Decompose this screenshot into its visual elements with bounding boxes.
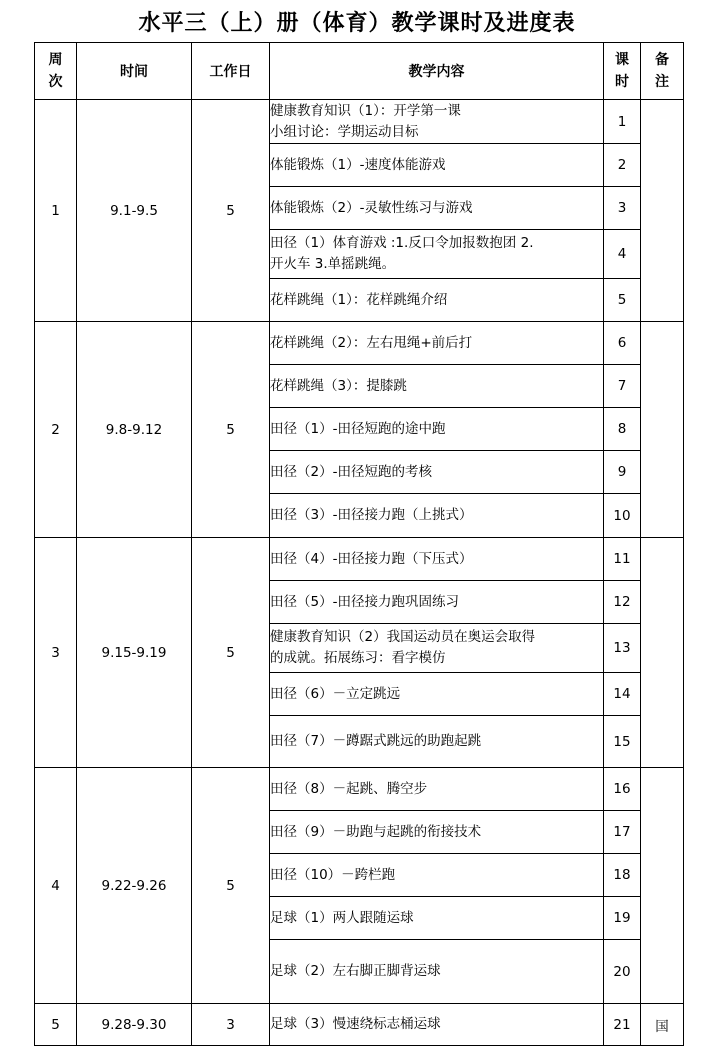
lesson-content-line-2: 的成就。拓展练习：看字模仿 xyxy=(270,650,446,666)
schedule-table xyxy=(34,42,684,1046)
lesson-content-cell xyxy=(270,811,604,854)
lesson-content-line: 健康教育知识（2）我国运动员在奥运会取得 xyxy=(270,629,536,645)
header-content: 教学内容 xyxy=(270,43,604,100)
lesson-content-line: 田径（9）－助跑与起跳的衔接技术 xyxy=(270,823,482,840)
lesson-content-line: 田径（4）-田径接力跑（下压式） xyxy=(270,550,473,567)
header-lesson-line2: 时 xyxy=(615,74,629,90)
lesson-content-line: 足球（2）左右脚正脚背运球 xyxy=(270,963,441,979)
week-number-cell: 5 xyxy=(35,1004,77,1046)
week-number-cell: 1 xyxy=(35,100,77,322)
lesson-number-cell: 12 xyxy=(604,581,641,624)
note-cell: 国 xyxy=(641,1004,684,1046)
lesson-content-cell xyxy=(270,940,604,1004)
lesson-number-cell: 16 xyxy=(604,768,641,811)
lesson-content-cell xyxy=(270,624,604,673)
lesson-number-cell: 15 xyxy=(604,716,641,768)
header-week-line2: 次 xyxy=(48,74,63,90)
header-lesson-line1: 课 xyxy=(615,52,629,68)
time-range-cell: 9.22-9.26 xyxy=(77,768,192,1004)
lesson-content-cell xyxy=(270,581,604,624)
lesson-content-cell xyxy=(270,230,604,279)
lesson-content-line: 足球（3）慢速绕标志桶运球 xyxy=(270,1016,441,1032)
lesson-content-line-2: 小组讨论：学期运动目标 xyxy=(270,123,419,140)
lesson-number-cell: 7 xyxy=(604,365,641,408)
lesson-content-line: 田径（5）-田径接力跑巩固练习 xyxy=(270,593,459,610)
lesson-content-line: 田径（3）-田径接力跑（上挑式） xyxy=(270,507,473,523)
lesson-number-cell: 9 xyxy=(604,451,641,494)
lesson-number-cell: 17 xyxy=(604,811,641,854)
lesson-content-cell xyxy=(270,716,604,768)
lesson-content-cell xyxy=(270,897,604,940)
lesson-number-cell: 8 xyxy=(604,408,641,451)
lesson-content-line: 花样跳绳（2）：左右甩绳+前后打 xyxy=(270,334,473,351)
lesson-number-cell: 18 xyxy=(604,854,641,897)
time-range-cell: 9.15-9.19 xyxy=(77,538,192,768)
lesson-content-cell xyxy=(270,854,604,897)
lesson-content-line: 田径（1）-田径短跑的途中跑 xyxy=(270,420,446,437)
lesson-content-cell xyxy=(270,408,604,451)
note-cell xyxy=(641,538,684,768)
lesson-number-cell: 14 xyxy=(604,673,641,716)
lesson-number-cell: 6 xyxy=(604,322,641,365)
lesson-number-cell: 11 xyxy=(604,538,641,581)
lesson-content-line: 田径（1）体育游戏 :1.反口令加报数抱团 2. xyxy=(270,235,534,251)
lesson-content-cell xyxy=(270,451,604,494)
lesson-content-line: 田径（7）－蹲踞式跳远的助跑起跳 xyxy=(270,733,482,749)
workdays-cell: 5 xyxy=(192,768,270,1004)
workdays-cell: 5 xyxy=(192,322,270,538)
lesson-content-line: 田径（6）－立定跳远 xyxy=(270,685,401,702)
week-number-cell: 4 xyxy=(35,768,77,1004)
header-week-line1: 周 xyxy=(48,52,63,68)
note-cell xyxy=(641,100,684,322)
lesson-number-cell: 21 xyxy=(604,1004,641,1046)
lesson-content-cell xyxy=(270,144,604,187)
lesson-number-cell: 5 xyxy=(604,279,641,322)
lesson-content-line: 健康教育知识（1）：开学第一课 xyxy=(270,102,461,119)
header-time: 时间 xyxy=(77,43,192,100)
note-cell xyxy=(641,322,684,538)
lesson-content-line: 田径（2）-田径短跑的考核 xyxy=(270,463,432,480)
lesson-content-line: 花样跳绳（3）：提膝跳 xyxy=(270,377,407,394)
week-number-cell: 2 xyxy=(35,322,77,538)
lesson-content-line: 体能锻炼（2）-灵敏性练习与游戏 xyxy=(270,199,473,216)
workdays-cell: 5 xyxy=(192,100,270,322)
time-range-cell: 9.1-9.5 xyxy=(77,100,192,322)
lesson-content-line: 田径（10）－跨栏跑 xyxy=(270,866,396,883)
lesson-content-line: 田径（8）－起跳、腾空步 xyxy=(270,780,428,797)
table-row xyxy=(35,100,684,144)
time-range-cell: 9.8-9.12 xyxy=(77,322,192,538)
lesson-content-line: 体能锻炼（1）-速度体能游戏 xyxy=(270,156,446,173)
lesson-content-cell xyxy=(270,187,604,230)
lesson-number-cell: 20 xyxy=(604,940,641,1004)
header-lesson xyxy=(604,43,641,100)
lesson-content-line: 足球（1）两人跟随运球 xyxy=(270,909,414,926)
page-title: 水平三（上）册（体育）教学课时及进度表 xyxy=(138,11,576,36)
lesson-content-cell xyxy=(270,768,604,811)
header-row xyxy=(35,43,684,100)
header-note xyxy=(641,43,684,100)
lesson-content-cell xyxy=(270,100,604,144)
lesson-content-cell xyxy=(270,673,604,716)
lesson-number-cell: 2 xyxy=(604,144,641,187)
lesson-content-cell xyxy=(270,538,604,581)
lesson-content-cell xyxy=(270,365,604,408)
workdays-cell: 5 xyxy=(192,538,270,768)
time-range-cell: 9.28-9.30 xyxy=(77,1004,192,1046)
header-workdays: 工作日 xyxy=(192,43,270,100)
lesson-number-cell: 4 xyxy=(604,230,641,279)
lesson-content-line: 花样跳绳（1）：花样跳绳介绍 xyxy=(270,291,448,308)
lesson-content-line-2: 开火车 3.单摇跳绳。 xyxy=(270,256,396,272)
table-row xyxy=(35,1004,684,1046)
lesson-content-cell xyxy=(270,1004,604,1046)
table-row xyxy=(35,322,684,365)
lesson-number-cell: 13 xyxy=(604,624,641,673)
header-note-line2: 注 xyxy=(655,74,669,90)
workdays-cell: 3 xyxy=(192,1004,270,1046)
lesson-number-cell: 3 xyxy=(604,187,641,230)
header-week xyxy=(35,43,77,100)
week-number-cell: 3 xyxy=(35,538,77,768)
lesson-content-cell xyxy=(270,494,604,538)
lesson-number-cell: 1 xyxy=(604,100,641,144)
table-row xyxy=(35,768,684,811)
header-note-line1: 备 xyxy=(655,52,669,68)
lesson-content-cell xyxy=(270,279,604,322)
note-cell xyxy=(641,768,684,1004)
lesson-content-cell xyxy=(270,322,604,365)
lesson-number-cell: 10 xyxy=(604,494,641,538)
lesson-number-cell: 19 xyxy=(604,897,641,940)
table-row xyxy=(35,538,684,581)
